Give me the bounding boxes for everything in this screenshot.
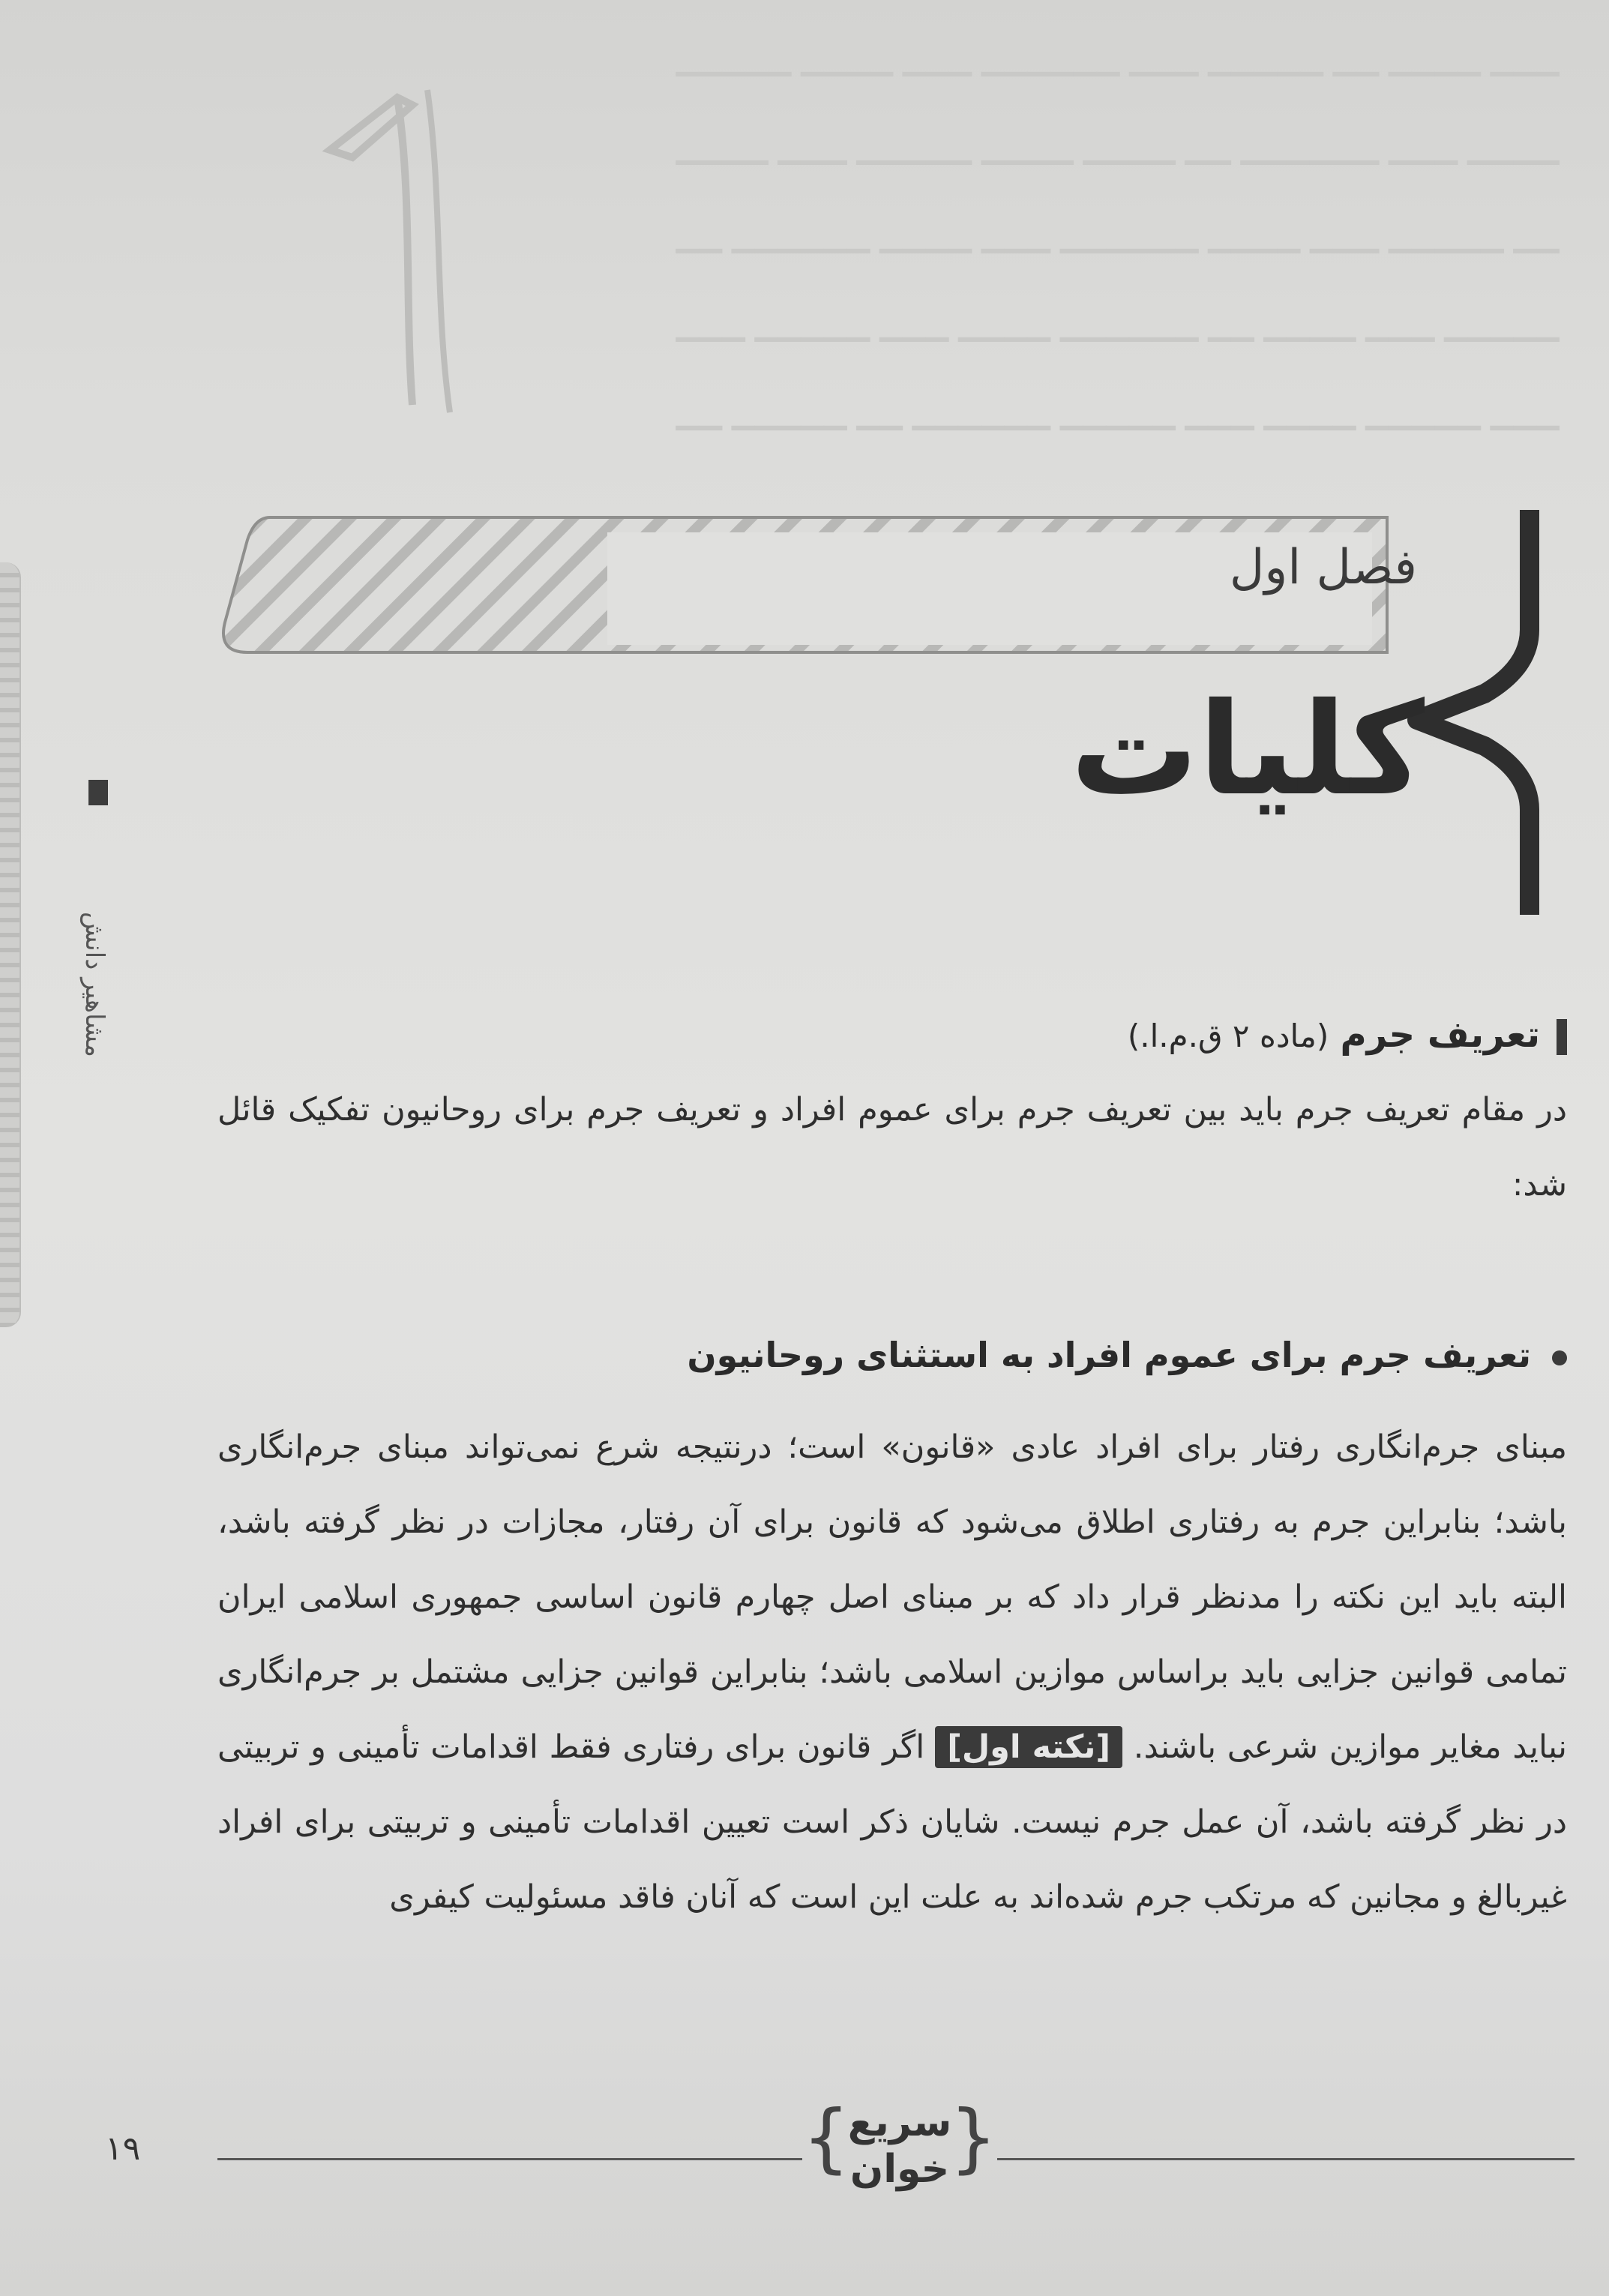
side-running-title: مشاهیر دانش — [79, 911, 109, 1057]
footer-rule-left — [217, 2158, 802, 2160]
brace-right-icon: } — [949, 2094, 997, 2181]
section-intro-paragraph: در مقام تعریف جرم باید بین تعریف جرم برای عموم افراد و تعریف جرم برای روحانیون تفکیک قائل شد: — [217, 1091, 1567, 1203]
heading-bar — [1557, 1019, 1567, 1055]
chapter-title: کلیات — [1070, 676, 1425, 824]
note-tag: [نکته اول] — [935, 1726, 1122, 1768]
footer-brand-logo — [802, 2094, 997, 2212]
bleed-through-numeral — [300, 82, 495, 427]
brand-line-1: سریع — [847, 2100, 952, 2145]
subsection-heading — [217, 1335, 1567, 1375]
footer-rule-right — [997, 2158, 1575, 2160]
page-edge-strip — [0, 562, 21, 1327]
section-title: تعریف جرم — [1340, 1014, 1540, 1056]
section-reference: (ماده ۲ ق.م.ا.) — [1127, 1018, 1329, 1054]
section-heading — [217, 1014, 1567, 1056]
chapter-number: فصل اول — [1229, 540, 1417, 595]
body-paragraph: مبنای جرم‌انگاری رفتار برای افراد عادی «قانون» است؛ درنتیجه شرع نمی‌تواند مبنای جرم‌انگاری باشد؛ بنابراین جرم به رفتاری اطلاق می‌شود که قانون برای آن رفتار، مجازات در نظر گرفته باشد، البته باید این نکته را مدنظر قرار داد که بر مبنای اصل چهارم قانون اساسی جمهوری اسلامی ایران تمامی قوانین جزایی باید براساس موازین اسلامی باشد؛ بنابراین قوانین جزایی مشتمل بر جرم‌انگاری نباید مغایر موازین شرعی باشند. — [217, 1428, 1567, 1766]
note-paragraph: اگر قانون برای رفتاری فقط اقدامات تأمینی و تربیتی در نظر گرفته باشد، آن عمل جرم نیست. شایان ذکر است تعیین اقدامات تأمینی و تربیتی برای افراد غیربالغ و مجانین که مرتکب جرم شده‌اند به علت این است که آنان فاقد مسئولیت کیفری — [217, 1728, 1567, 1916]
bleed-through-text: ▁▁▁ ▁▁▁▁ ▁▁ ▁▁▁▁▁ ▁▁▁ ▁▁▁▁▁▁ ▁▁▁ ▁▁▁▁ ▁▁▁▁▁ ▁▁▁▁ ▁▁▁ ▁▁▁▁▁▁ ▁▁ ▁▁▁▁ ▁▁▁▁ ▁▁▁▁▁ ▁▁▁ ▁▁▁▁ ▁▁ ▁▁▁▁▁ ▁▁▁ ▁▁▁▁ ▁▁▁▁▁▁ ▁▁▁ ▁▁▁▁ ▁▁▁▁▁▁ ▁▁ ▁▁▁▁▁ ▁▁▁ ▁▁▁▁ ▁▁ ▁▁▁▁▁▁ ▁▁▁▁ ▁▁▁ ▁▁▁▁▁ ▁▁▁ ▁▁▁ ▁▁▁▁▁ ▁▁▁▁ ▁▁▁ ▁▁▁▁▁ ▁▁▁▁▁▁ ▁▁ ▁▁▁▁▁ ▁▁ — [676, 42, 1560, 430]
subsection-body — [217, 1410, 1567, 1935]
page-number: ۱۹ — [105, 2130, 141, 2168]
side-marker — [88, 780, 108, 805]
brand-line-2: خوان — [849, 2147, 950, 2192]
brace-left-icon: { — [802, 2094, 850, 2181]
bullet-icon — [1552, 1350, 1567, 1365]
subsection-title: تعریف جرم برای عموم افراد به استثنای روحانیون — [687, 1335, 1531, 1375]
